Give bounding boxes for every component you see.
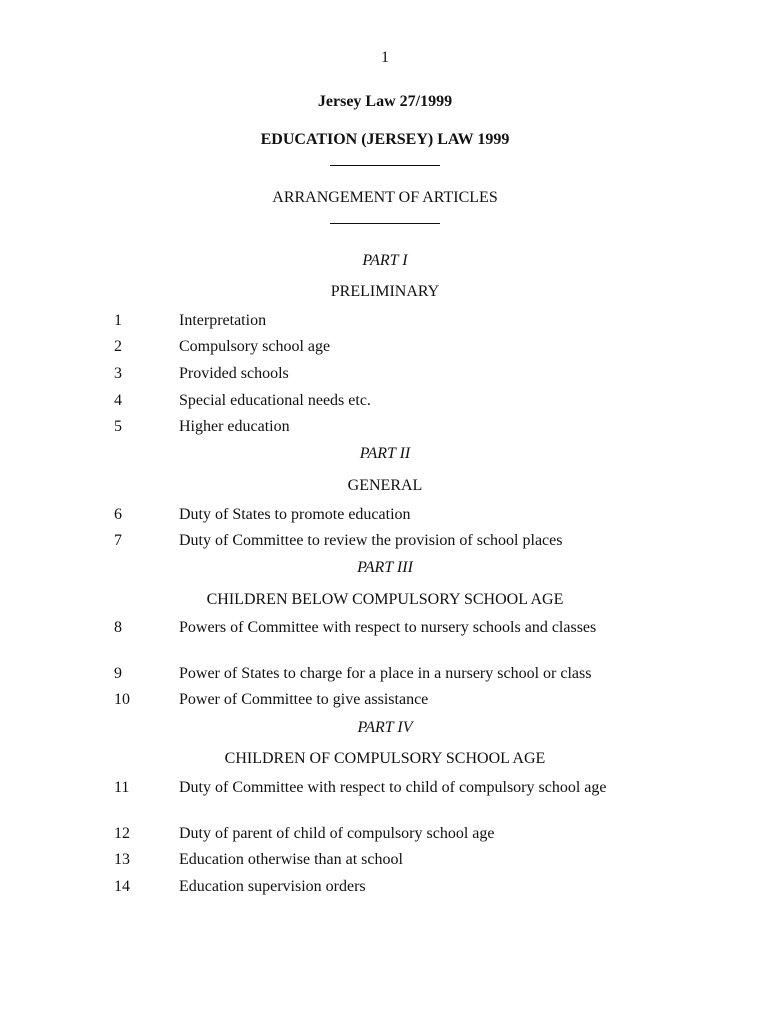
article-number: 7 <box>114 532 122 549</box>
part-label: PART I <box>362 252 408 269</box>
article-number: 6 <box>114 506 122 523</box>
article-title: Power of States to charge for a place in a nursery school or class <box>179 665 592 682</box>
part-label: PART III <box>357 559 413 576</box>
article-title: Duty of Committee to review the provision of school places <box>179 532 563 549</box>
article-title: Powers of Committee with respect to nursery schools and classes <box>179 619 597 636</box>
article-number: 12 <box>114 825 130 842</box>
article-number: 10 <box>114 691 130 708</box>
article-title: Provided schools <box>179 365 289 382</box>
part-title: CHILDREN OF COMPULSORY SCHOOL AGE <box>224 750 546 767</box>
part-title: GENERAL <box>347 477 423 494</box>
article-title: Education otherwise than at school <box>179 851 403 868</box>
article-title: Duty of States to promote education <box>179 506 411 523</box>
part-label: PART IV <box>357 719 413 736</box>
part-title: CHILDREN BELOW COMPULSORY SCHOOL AGE <box>206 591 564 608</box>
article-number: 3 <box>114 365 122 382</box>
article-number: 8 <box>114 619 122 636</box>
article-title: Compulsory school age <box>179 338 331 355</box>
law-number: Jersey Law 27/1999 <box>317 93 453 110</box>
article-title: Special educational needs etc. <box>179 392 371 409</box>
article-number: 4 <box>114 392 122 409</box>
article-number: 11 <box>114 779 130 796</box>
article-number: 13 <box>114 851 130 868</box>
article-number: 14 <box>114 878 130 895</box>
article-title: Education supervision orders <box>179 878 366 895</box>
article-title: Interpretation <box>179 312 267 329</box>
article-number: 9 <box>114 665 122 682</box>
article-number: 1 <box>114 312 122 329</box>
page-number: 1 <box>381 49 389 66</box>
article-title: Duty of Committee with respect to child of compulsory school age <box>179 779 607 796</box>
law-title: EDUCATION (JERSEY) LAW 1999 <box>260 131 510 148</box>
article-title: Power of Committee to give assistance <box>179 691 429 708</box>
article-title: Duty of parent of child of compulsory school age <box>179 825 495 842</box>
part-label: PART II <box>359 445 411 462</box>
arrangement-divider <box>330 223 440 224</box>
article-number: 5 <box>114 418 122 435</box>
title-divider <box>330 165 440 166</box>
article-title: Higher education <box>179 418 290 435</box>
arrangement-heading: ARRANGEMENT OF ARTICLES <box>272 189 498 206</box>
part-title: PRELIMINARY <box>330 283 440 300</box>
article-number: 2 <box>114 338 122 355</box>
